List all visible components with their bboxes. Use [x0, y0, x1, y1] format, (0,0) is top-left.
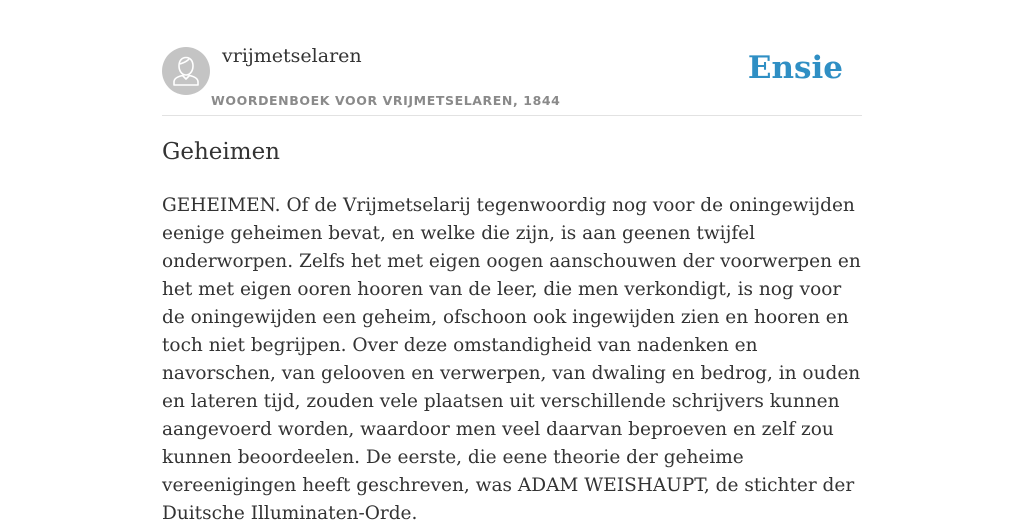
avatar[interactable] [162, 47, 210, 95]
author-name[interactable]: vrijmetselaren [222, 45, 362, 67]
brand-logo[interactable]: Ensie [747, 50, 843, 86]
entry-title: Geheimen [162, 139, 280, 165]
user-icon [162, 47, 210, 95]
source-name[interactable]: WOORDENBOEK VOOR VRIJMETSELAREN, 1844 [211, 93, 561, 108]
entry-header [162, 0, 862, 116]
page [162, 0, 862, 524]
entry-text: GEHEIMEN. Of de Vrijmetselarij tegenwoordig nog voor de oningewijden eenige geheimen bevat, en welke die zijn, is aan geenen twijfel onderworpen. Zelfs het met eigen oogen aanschouwen der voorwerpen en het met eigen ooren hooren van de leer, die men verkondigt, is nog voor de oningewijden een geheim, ofschoon ook ingewijden zien en hooren en toch niet begrijpen. Over deze omstandigheid van nadenken en navorschen, van gelooven en verwerpen, van dwaling en bedrog, in ouden en lateren tijd, zouden vele plaatsen uit verschillende schrijvers kunnen aangevoerd worden, waardoor men veel daarvan beproeven en zelf zou kunnen beoordeelen. De eerste, die eene theorie der geheime vereenigingen heeft geschreven, was ADAM WEISHAUPT, de stichter der Duitsche Illuminaten-Orde. [162, 195, 861, 524]
